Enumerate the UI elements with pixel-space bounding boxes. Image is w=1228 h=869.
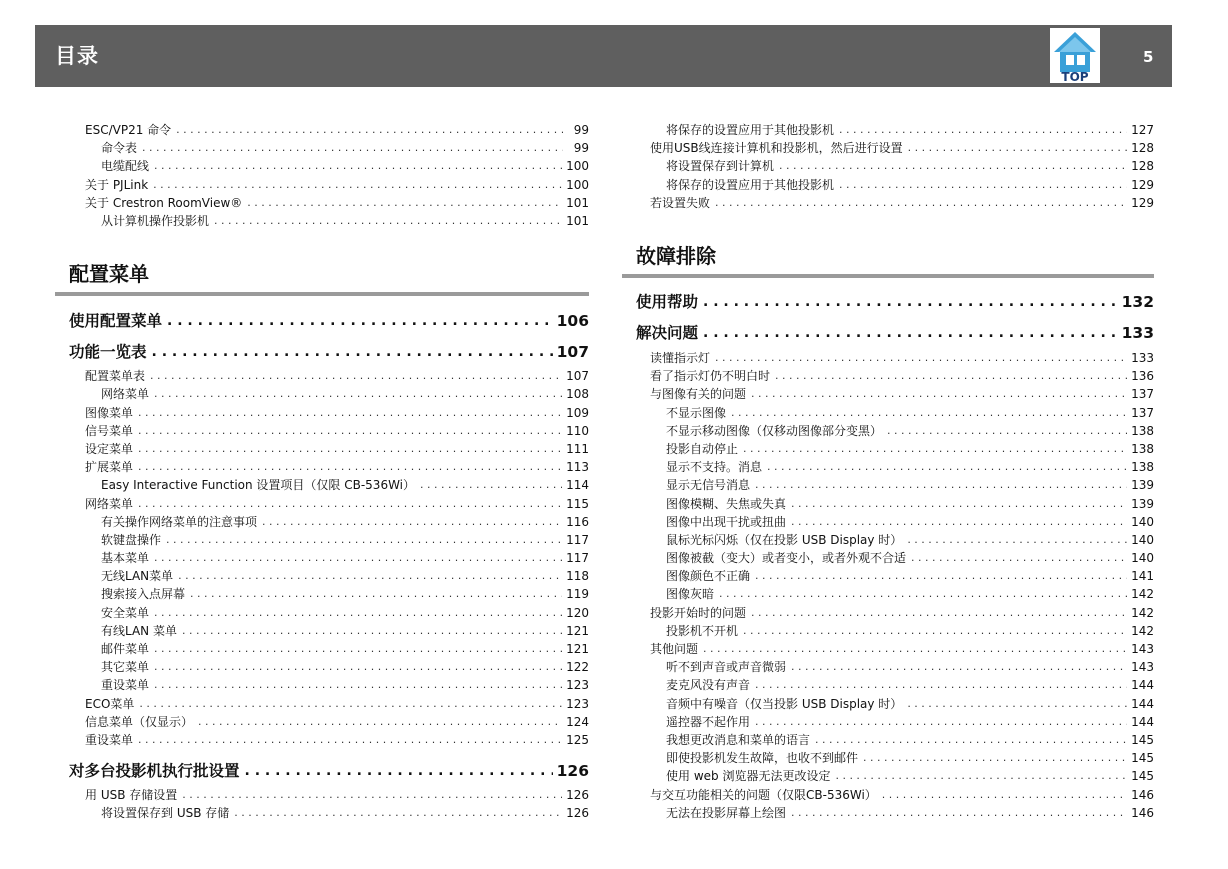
leader-dots (839, 121, 1127, 139)
top-button[interactable] (1050, 28, 1100, 83)
leader-dots (153, 176, 562, 194)
entry-page: 139 (1131, 478, 1154, 493)
entry-title: 图像菜单 (85, 405, 134, 420)
entry-title: 软键盘操作 (101, 532, 162, 547)
entry-title: 无线LAN菜单 (101, 569, 174, 584)
toc-entry[interactable] (55, 422, 589, 440)
entry-page: 101 (566, 195, 589, 210)
leader-dots (190, 585, 562, 603)
entry-page: 133 (1121, 324, 1154, 343)
entry-page: 137 (1131, 387, 1154, 402)
home-icon (1050, 28, 1100, 83)
toc-entry[interactable] (622, 713, 1154, 731)
toc-entry[interactable] (622, 567, 1154, 585)
toc-entry[interactable] (622, 531, 1154, 549)
entry-title: 即使投影机发生故障，也收不到邮件 (666, 751, 859, 766)
leader-dots (755, 476, 1127, 494)
leader-dots (245, 762, 553, 780)
leader-dots (154, 604, 562, 622)
leader-dots (703, 324, 1118, 342)
entry-page: 133 (1131, 351, 1154, 366)
leader-dots (138, 404, 562, 422)
window-right (1077, 55, 1085, 65)
entry-title: 关于 PJLink (85, 177, 149, 192)
entry-title: 投影开始时的问题 (650, 605, 747, 620)
entry-title: 设定菜单 (85, 441, 134, 456)
leader-dots (791, 658, 1127, 676)
entry-page: 144 (1131, 678, 1154, 693)
toc-entry[interactable] (55, 695, 589, 713)
toc-entry[interactable] (55, 567, 589, 585)
toc-entry[interactable] (622, 640, 1154, 658)
leader-dots (139, 695, 562, 713)
leader-dots (715, 194, 1127, 212)
toc-entry[interactable] (622, 695, 1154, 713)
entry-page: 99 (573, 123, 589, 138)
entry-title: 功能一览表 (69, 342, 147, 361)
entry-title: 信息菜单（仅显示） (85, 714, 194, 729)
entry-page: 136 (1131, 369, 1154, 384)
section-troubleshooting (622, 240, 1154, 278)
entry-title: 不显示移动图像（仅移动图像部分变黑） (666, 423, 883, 438)
entry-title: 网络菜单 (101, 387, 150, 402)
entry-title: 图像中出现干扰或扭曲 (666, 514, 787, 529)
leader-dots (182, 622, 562, 640)
entry-page: 119 (566, 587, 589, 602)
toc-entry[interactable] (55, 513, 589, 531)
entry-title: 使用配置菜单 (69, 311, 163, 330)
window-left (1066, 55, 1074, 65)
toc-entry[interactable] (55, 622, 589, 640)
toc-major-entry[interactable] (55, 755, 589, 786)
entry-page: 144 (1131, 696, 1154, 711)
leader-dots (138, 731, 562, 749)
toc-entry[interactable] (55, 585, 589, 603)
leader-dots (154, 640, 562, 658)
toc-entry[interactable] (622, 585, 1154, 603)
entry-title: 其它菜单 (101, 660, 150, 675)
entry-page: 101 (566, 214, 589, 229)
leader-dots (182, 786, 562, 804)
entry-title: 图像被截（变大）或者变小，或者外观不合适 (666, 551, 907, 566)
entry-title: 音频中有噪音（仅当投影 USB Display 时） (666, 696, 903, 711)
entry-title: 电缆配线 (101, 159, 150, 174)
entry-page: 126 (566, 788, 589, 803)
toc-entry[interactable] (622, 194, 1154, 212)
entry-title: 有线LAN 菜单 (101, 623, 177, 638)
toc-entry[interactable] (55, 458, 589, 476)
entry-page: 110 (566, 423, 589, 438)
entry-title: 无法在投影屏幕上绘图 (666, 805, 787, 820)
entry-title: 不显示图像 (666, 405, 727, 420)
leader-dots (908, 139, 1127, 157)
entry-page: 118 (566, 569, 589, 584)
entry-title: 读懂指示灯 (650, 351, 711, 366)
entry-title: 有关操作网络菜单的注意事项 (101, 514, 258, 529)
toc-entry[interactable] (55, 121, 589, 139)
entry-page: 100 (566, 159, 589, 174)
entry-title: Easy Interactive Function 设置项目（仅限 CB-536Wi） (101, 478, 416, 493)
entry-title: 从计算机操作投影机 (101, 214, 210, 229)
toc-left-batch-list (55, 786, 589, 822)
toc-entry[interactable] (622, 404, 1154, 422)
entry-page: 138 (1131, 460, 1154, 475)
toc-entry[interactable] (622, 658, 1154, 676)
leader-dots (167, 312, 553, 330)
leader-dots (835, 767, 1127, 785)
entry-title: ECO菜单 (85, 696, 135, 711)
toc-entry[interactable] (622, 476, 1154, 494)
toc-entry[interactable] (622, 458, 1154, 476)
leader-dots (779, 157, 1127, 175)
entry-title: 将设置保存到 USB 存储 (101, 806, 230, 821)
entry-title: 信号菜单 (85, 423, 134, 438)
leader-dots (731, 404, 1127, 422)
entry-page: 120 (566, 605, 589, 620)
leader-dots (142, 139, 563, 157)
entry-title: 重设菜单 (85, 732, 134, 747)
entry-title: 与图像有关的问题 (650, 387, 747, 402)
toc-entry[interactable] (622, 139, 1154, 157)
entry-page: 107 (556, 342, 589, 361)
toc-entry[interactable] (55, 404, 589, 422)
leader-dots (247, 194, 562, 212)
leader-dots (755, 676, 1127, 694)
entry-page: 117 (566, 551, 589, 566)
toc-entry[interactable] (622, 176, 1154, 194)
entry-title: 使用 web 浏览器无法更改设定 (666, 769, 831, 784)
entry-page: 128 (1131, 159, 1154, 174)
entry-page: 106 (556, 311, 589, 330)
toc-entry[interactable] (55, 713, 589, 731)
entry-title: 命令表 (101, 141, 138, 156)
toc-left-function-list (55, 367, 589, 749)
toc-entry[interactable] (622, 622, 1154, 640)
toc-entry[interactable] (55, 658, 589, 676)
leader-dots (882, 786, 1127, 804)
entry-page: 145 (1131, 751, 1154, 766)
entry-title: 听不到声音或声音微弱 (666, 660, 787, 675)
toc-entry[interactable] (622, 422, 1154, 440)
entry-title: 显示无信号消息 (666, 478, 751, 493)
section-config-menu (55, 258, 589, 296)
leader-dots (154, 549, 562, 567)
entry-page: 126 (556, 761, 589, 780)
leader-dots (839, 176, 1127, 194)
toc-entry[interactable] (622, 804, 1154, 822)
toc-entry[interactable] (55, 786, 589, 804)
entry-title: 麦克风没有声音 (666, 678, 751, 693)
entry-title: 用 USB 存储设置 (85, 788, 178, 803)
leader-dots (815, 731, 1127, 749)
entry-title: 图像颜色不正确 (666, 569, 751, 584)
entry-page: 100 (566, 177, 589, 192)
entry-title: 使用帮助 (636, 293, 699, 312)
toc-entry[interactable] (622, 494, 1154, 512)
entry-title: 其他问题 (650, 642, 699, 657)
entry-page: 125 (566, 732, 589, 747)
toc-entry[interactable] (622, 785, 1154, 803)
entry-page: 126 (566, 806, 589, 821)
leader-dots (743, 440, 1127, 458)
entry-page: 109 (566, 405, 589, 420)
toc-entry[interactable] (622, 513, 1154, 531)
entry-page: 107 (566, 369, 589, 384)
leader-dots (138, 458, 562, 476)
entry-page: 127 (1131, 123, 1154, 138)
entry-title: 扩展菜单 (85, 460, 134, 475)
entry-page: 114 (566, 478, 589, 493)
toc-entry[interactable] (55, 157, 589, 175)
toc-entry[interactable] (55, 549, 589, 567)
leader-dots (751, 604, 1127, 622)
toc-entry[interactable] (55, 804, 589, 822)
leader-dots (767, 458, 1127, 476)
toc-major-entry[interactable] (622, 318, 1154, 349)
entry-page: 124 (566, 714, 589, 729)
top-label: TOP (1061, 70, 1089, 83)
entry-title: 投影自动停止 (666, 441, 739, 456)
entry-page: 143 (1131, 642, 1154, 657)
toc-right-solve-list (622, 349, 1154, 822)
entry-page: 142 (1131, 587, 1154, 602)
toc-entry[interactable] (622, 367, 1154, 385)
entry-page: 144 (1131, 714, 1154, 729)
entry-title: 若设置失败 (650, 195, 711, 210)
toc-entry[interactable] (622, 731, 1154, 749)
entry-page: 138 (1131, 423, 1154, 438)
entry-title: 基本菜单 (101, 551, 150, 566)
toc-entry[interactable] (622, 157, 1154, 175)
entry-title: 遥控器不起作用 (666, 714, 751, 729)
entry-page: 145 (1131, 732, 1154, 747)
page-title: 目录 (55, 44, 99, 68)
leader-dots (703, 293, 1118, 311)
leader-dots (138, 495, 562, 513)
leader-dots (911, 549, 1127, 567)
toc-entry[interactable] (55, 194, 589, 212)
entry-page: 116 (566, 514, 589, 529)
toc-entry[interactable] (622, 349, 1154, 367)
toc-entry[interactable] (622, 749, 1154, 767)
entry-title: 将保存的设置应用于其他投影机 (666, 177, 835, 192)
leader-dots (775, 367, 1127, 385)
toc-entry[interactable] (55, 367, 589, 385)
leader-dots (138, 440, 562, 458)
leader-dots (715, 349, 1127, 367)
entry-title: 邮件菜单 (101, 642, 150, 657)
entry-title: 使用USB线连接计算机和投影机，然后进行设置 (650, 141, 903, 156)
leader-dots (262, 513, 562, 531)
entry-page: 146 (1131, 805, 1154, 820)
leader-dots (166, 531, 562, 549)
toc-entry[interactable] (55, 176, 589, 194)
entry-title: 解决问题 (636, 324, 699, 343)
entry-page: 129 (1131, 195, 1154, 210)
entry-page: 142 (1131, 605, 1154, 620)
entry-title: 网络菜单 (85, 496, 134, 511)
section-title: 配置菜单 (55, 258, 589, 296)
leader-dots (863, 749, 1127, 767)
entry-title: 图像灰暗 (666, 587, 715, 602)
entry-page: 139 (1131, 496, 1154, 511)
entry-title: 与交互功能相关的问题（仅限CB-536Wi） (650, 787, 877, 802)
entry-page: 129 (1131, 177, 1154, 192)
entry-title: 将设置保存到计算机 (666, 159, 775, 174)
toc-entry[interactable] (55, 385, 589, 403)
entry-page: 128 (1131, 141, 1154, 156)
entry-page: 115 (566, 496, 589, 511)
toc-right-column (622, 121, 1154, 822)
entry-title: ESC/VP21 命令 (85, 123, 172, 138)
entry-page: 141 (1131, 569, 1154, 584)
entry-page: 145 (1131, 769, 1154, 784)
entry-page: 142 (1131, 623, 1154, 638)
toc-major-entry[interactable] (55, 305, 589, 336)
entry-page: 99 (573, 141, 589, 156)
section-title: 故障排除 (622, 240, 1154, 278)
leader-dots (751, 385, 1127, 403)
toc-entry[interactable] (622, 767, 1154, 785)
leader-dots (154, 157, 562, 175)
entry-page: 140 (1131, 551, 1154, 566)
entry-page: 117 (566, 532, 589, 547)
toc-left-column (55, 121, 589, 822)
entry-title: 搜索接入点屏幕 (101, 587, 186, 602)
entry-title: 将保存的设置应用于其他投影机 (666, 123, 835, 138)
toc-entry[interactable] (622, 549, 1154, 567)
leader-dots (755, 567, 1127, 585)
entry-title: 安全菜单 (101, 605, 150, 620)
entry-title: 关于 Crestron RoomView® (85, 195, 243, 210)
leader-dots (176, 121, 563, 139)
leader-dots (234, 804, 562, 822)
page-header (35, 25, 1172, 87)
entry-page: 122 (566, 660, 589, 675)
toc-right-top-list (622, 121, 1154, 212)
entry-title: 显示不支持。消息 (666, 460, 763, 475)
entry-page: 121 (566, 623, 589, 638)
toc-entry[interactable] (55, 139, 589, 157)
entry-page: 123 (566, 696, 589, 711)
entry-page: 140 (1131, 532, 1154, 547)
toc-entry[interactable] (55, 604, 589, 622)
leader-dots (791, 804, 1127, 822)
entry-title: 投影机不开机 (666, 623, 739, 638)
leader-dots (719, 585, 1127, 603)
leader-dots (154, 676, 562, 694)
toc-left-top-list (55, 121, 589, 230)
toc-entry[interactable] (622, 121, 1154, 139)
page-number: 5 (1143, 48, 1154, 66)
toc-entry[interactable] (55, 212, 589, 230)
leader-dots (150, 367, 562, 385)
leader-dots (907, 695, 1127, 713)
entry-page: 123 (566, 678, 589, 693)
entry-page: 146 (1131, 787, 1154, 802)
leader-dots (154, 385, 562, 403)
toc-entry[interactable] (55, 640, 589, 658)
toc-entry[interactable] (622, 440, 1154, 458)
leader-dots (743, 622, 1127, 640)
entry-title: 配置菜单表 (85, 369, 146, 384)
toc-major-entry[interactable] (55, 336, 589, 367)
entry-page: 111 (566, 441, 589, 456)
entry-title: 对多台投影机执行批设置 (69, 761, 240, 780)
leader-dots (152, 343, 553, 361)
entry-page: 137 (1131, 405, 1154, 420)
toc-entry[interactable] (55, 494, 589, 512)
leader-dots (214, 212, 562, 230)
leader-dots (198, 713, 562, 731)
leader-dots (791, 495, 1127, 513)
entry-page: 113 (566, 460, 589, 475)
entry-title: 看了指示灯仍不明白时 (650, 369, 771, 384)
toc-entry[interactable] (55, 676, 589, 694)
toc-entry[interactable] (622, 676, 1154, 694)
toc-entry[interactable] (622, 604, 1154, 622)
entry-title: 我想更改消息和菜单的语言 (666, 732, 811, 747)
leader-dots (907, 531, 1127, 549)
entry-page: 140 (1131, 514, 1154, 529)
entry-page: 143 (1131, 660, 1154, 675)
leader-dots (703, 640, 1127, 658)
leader-dots (791, 513, 1127, 531)
entry-page: 132 (1121, 293, 1154, 312)
toc-entry[interactable] (55, 476, 589, 494)
leader-dots (138, 422, 562, 440)
leader-dots (178, 567, 562, 585)
entry-page: 121 (566, 642, 589, 657)
toc-entry[interactable] (622, 385, 1154, 403)
entry-page: 108 (566, 387, 589, 402)
leader-dots (154, 658, 562, 676)
entry-title: 鼠标光标闪烁（仅在投影 USB Display 时） (666, 532, 903, 547)
entry-page: 138 (1131, 441, 1154, 456)
entry-title: 图像模糊、失焦或失真 (666, 496, 787, 511)
leader-dots (420, 476, 562, 494)
leader-dots (755, 713, 1127, 731)
toc-entry[interactable] (55, 440, 589, 458)
toc-major-entry[interactable] (622, 287, 1154, 318)
entry-title: 重设菜单 (101, 678, 150, 693)
toc-entry[interactable] (55, 531, 589, 549)
leader-dots (887, 422, 1127, 440)
toc-entry[interactable] (55, 731, 589, 749)
